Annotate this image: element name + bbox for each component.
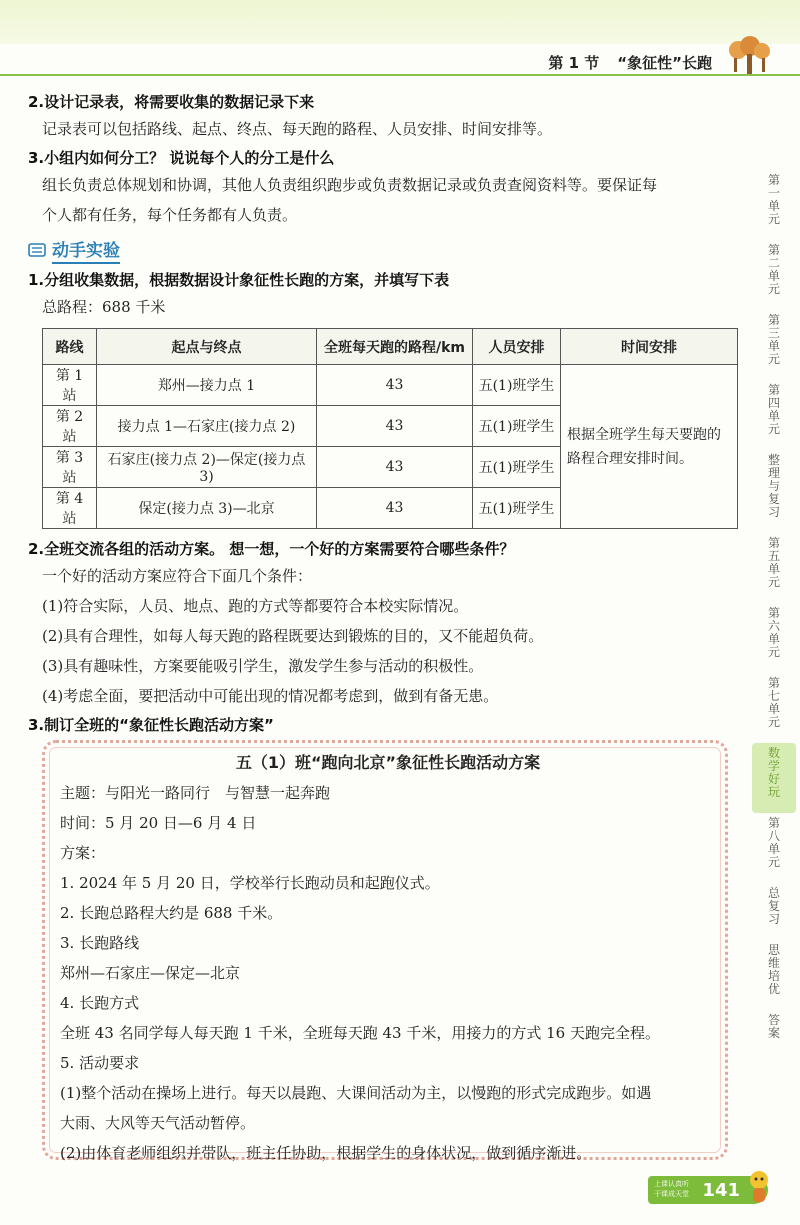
- cell-distance: 43: [317, 447, 473, 488]
- col-span: 起点与终点: [97, 329, 317, 365]
- condition-item: (3)具有趣味性，方案要能吸引学生，激发学生参与活动的积极性。: [42, 657, 484, 675]
- mascot-icon: [744, 1168, 774, 1204]
- cell-span: 郑州—接力点 1: [97, 365, 317, 406]
- cell-time-note: 根据全班学生每天要跑的路程合理安排时间。: [561, 365, 738, 529]
- notebook-icon: [28, 242, 46, 258]
- cell-span: 保定(接力点 3)—北京: [97, 488, 317, 529]
- sidebar-tab[interactable]: 总 复 习: [767, 886, 780, 926]
- running-header: [0, 44, 800, 76]
- sidebar-tab[interactable]: 第 八 单 元: [767, 816, 780, 869]
- cell-route: 第 4 站: [43, 488, 97, 529]
- sidebar-tab[interactable]: 第 三 单 元: [767, 313, 780, 366]
- tree-decor-icon: [720, 36, 780, 76]
- task2-heading: 2.全班交流各组的活动方案。 想一想，一个好的方案需要符合哪些条件？: [28, 540, 515, 558]
- sidebar-tab[interactable]: 第 一 单 元: [767, 173, 780, 226]
- total-distance: 总路程：688 千米: [42, 298, 166, 316]
- sidebar-tab[interactable]: 第 五 单 元: [767, 536, 780, 589]
- sidebar-tab[interactable]: 第 七 单 元: [767, 676, 780, 729]
- plan-line: 方案：: [60, 844, 106, 862]
- cell-span: 石家庄(接力点 2)—保定(接力点 3): [97, 447, 317, 488]
- slogan-line: 干课成天堂: [654, 1190, 689, 1198]
- plan-line: 主题：与阳光一路同行 与智慧一起奔跑: [60, 784, 331, 802]
- page-content: [28, 88, 738, 737]
- hands-on-label: 动手实验: [52, 236, 120, 264]
- task2-intro: 一个好的活动方案应符合下面几个条件：: [42, 567, 313, 585]
- plan-line: 4. 长跑方式: [60, 994, 140, 1012]
- sidebar-tab[interactable]: 第 六 单 元: [767, 606, 780, 659]
- section-title: [548, 52, 712, 73]
- plan-line: 1. 2024 年 5 月 20 日，学校举行长跑动员和起跑仪式。: [60, 874, 440, 892]
- q3-heading: 3.小组内如何分工？ 说说每个人的分工是什么: [28, 149, 335, 167]
- sidebar-tab[interactable]: 答 案: [767, 1013, 780, 1040]
- section-name: “象征性”长跑: [617, 54, 712, 72]
- plan-title: 五（1）班“跑向北京”象征性长跑活动方案: [235, 753, 541, 772]
- cell-route: 第 3 站: [43, 447, 97, 488]
- cell-staff: 五(1)班学生: [473, 365, 561, 406]
- plan-line: 2. 长跑总路程大约是 688 千米。: [60, 904, 283, 922]
- cell-staff: 五(1)班学生: [473, 406, 561, 447]
- condition-item: (1)符合实际，人员、地点、跑的方式等都要符合本校实际情况。: [42, 597, 469, 615]
- col-staff: 人员安排: [473, 329, 561, 365]
- plan-line: 5. 活动要求: [60, 1054, 140, 1072]
- hands-on-section: [28, 236, 738, 264]
- plan-line: 大雨、大风等天气活动暂停。: [60, 1114, 256, 1132]
- top-decor-band: [0, 0, 800, 44]
- plan-line: (1)整个活动在操场上进行。每天以晨跑、大课间活动为主，以慢跑的形式完成跑步。如遇: [60, 1084, 652, 1102]
- sidebar-tab[interactable]: 第 四 单 元: [767, 383, 780, 436]
- q2-heading: 2.设计记录表，将需要收集的数据记录下来: [28, 93, 315, 111]
- q3-answer-line1: 组长负责总体规划和协调，其他人负责组织跑步或负责数据记录或负责查阅资料等。要保证每: [42, 176, 658, 194]
- table-row: [43, 365, 738, 406]
- col-route: 路线: [43, 329, 97, 365]
- plan-line: 全班 43 名同学每人每天跑 1 千米，全班每天跑 43 千米，用接力的方式 16 天跑完全程。: [60, 1024, 660, 1042]
- sidebar-tab[interactable]: 数 学 好 玩: [752, 743, 796, 813]
- cell-distance: 43: [317, 365, 473, 406]
- col-distance: 全班每天跑的路程/km: [317, 329, 473, 365]
- plan-line: 3. 长跑路线: [60, 934, 140, 952]
- cell-distance: 43: [317, 488, 473, 529]
- cell-staff: 五(1)班学生: [473, 447, 561, 488]
- sidebar-tab[interactable]: 思 维 培 优: [767, 943, 780, 996]
- cell-span: 接力点 1—石家庄(接力点 2): [97, 406, 317, 447]
- condition-item: (4)考虑全面，要把活动中可能出现的情况都考虑到，做到有备无患。: [42, 687, 499, 705]
- cell-distance: 43: [317, 406, 473, 447]
- task1-heading: 1.分组收集数据，根据数据设计象征性长跑的方案，并填写下表: [28, 271, 450, 289]
- plan-line: 郑州—石家庄—保定—北京: [60, 964, 241, 982]
- sidebar-tab[interactable]: 第 二 单 元: [767, 243, 780, 296]
- slogan-line: 上课认真听: [654, 1180, 689, 1188]
- plan-line: (2)由体育老师组织并带队，班主任协助，根据学生的身体状况，做到循序渐进。: [60, 1144, 592, 1162]
- relay-plan-table: [42, 328, 738, 529]
- task3-heading: 3.制订全班的“象征性长跑活动方案”: [28, 716, 274, 734]
- cell-route: 第 1 站: [43, 365, 97, 406]
- plan-line: 时间：5 月 20 日—6 月 4 日: [60, 814, 257, 832]
- col-time: 时间安排: [561, 329, 738, 365]
- sidebar-tab[interactable]: 整 理 与 复 习: [767, 453, 780, 519]
- unit-sidebar: [752, 170, 796, 1054]
- q3-answer-line2: 个人都有任务，每个任务都有人负责。: [42, 206, 298, 224]
- page-number-badge: [648, 1176, 768, 1204]
- cell-staff: 五(1)班学生: [473, 488, 561, 529]
- footer-slogan: [654, 1179, 710, 1199]
- cell-route: 第 2 站: [43, 406, 97, 447]
- section-number: 第 1 节: [548, 54, 600, 72]
- q2-answer: 记录表可以包括路线、起点、终点、每天跑的路程、人员安排、时间安排等。: [42, 120, 553, 138]
- condition-item: (2)具有合理性，如每人每天跑的路程既要达到锻炼的目的，又不能超负荷。: [42, 627, 544, 645]
- activity-plan: [56, 748, 720, 1168]
- page-number: 141: [702, 1179, 740, 1201]
